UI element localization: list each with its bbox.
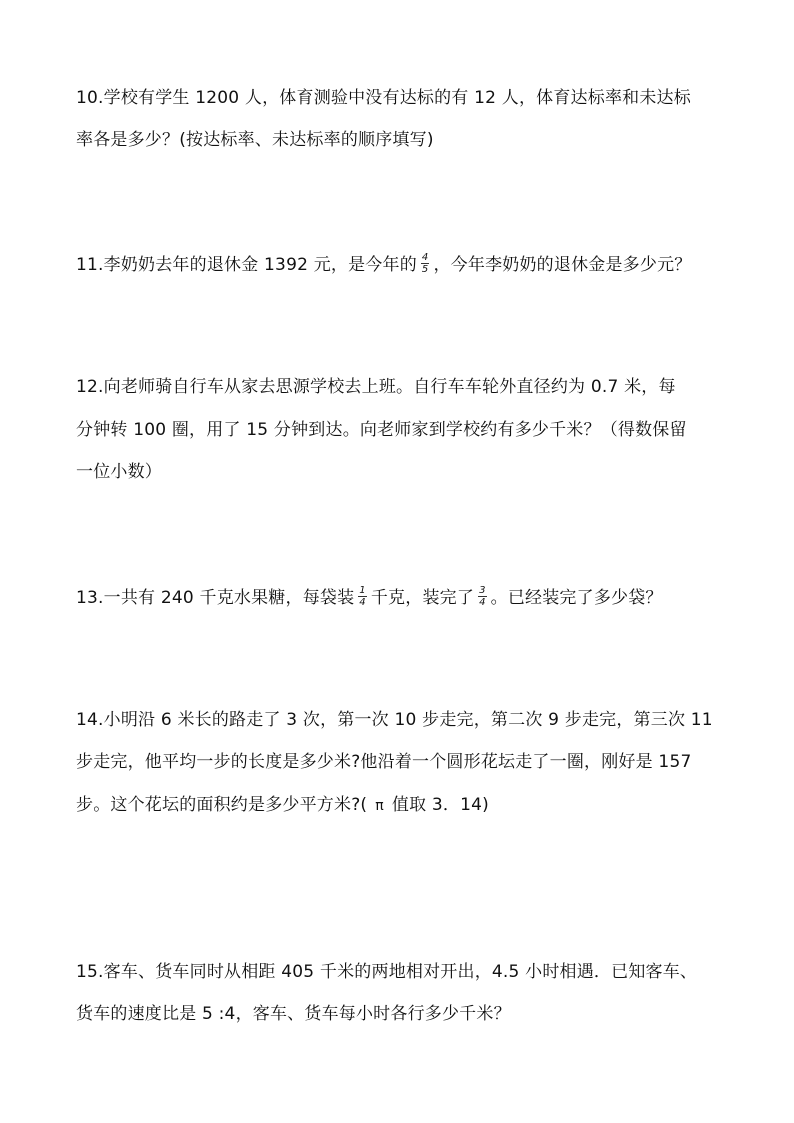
fraction-three-quarters: $\frac{3}{4}$	[479, 584, 486, 608]
fraction-one-quarter: $\frac{1}{4}$	[359, 584, 366, 608]
question-14-line-3	[76, 793, 489, 818]
question-11-text-b: ，今年李奶奶的退休金是多少元？	[433, 255, 692, 275]
pi-symbol: π	[375, 798, 384, 814]
question-15-line-1: 15.客车、货车同时从相距 405 千米的两地相对开出，4.5 小时相遇．已知客车、	[76, 962, 698, 982]
question-12-line-2: 分钟转 100 圈，用了 15 分钟到达。向老师家到学校约有多少千米？（得数保留	[76, 420, 687, 440]
question-10-line-1: 10.学校有学生 1200 人，体育测验中没有达标的有 12 人，体育达标率和未达标	[76, 88, 691, 108]
question-15-line-2: 货车的速度比是 5 :4，客车、货车每小时各行多少千米？	[76, 1004, 511, 1024]
question-11-text-a: 11.李奶奶去年的退休金 1392 元，是今年的	[76, 255, 417, 275]
question-14-text-a: 步。这个花坛的面积约是多少平方米?(	[76, 795, 368, 815]
question-12-line-1: 12.向老师骑自行车从家去思源学校去上班。自行车车轮外直径约为 0.7 米，每	[76, 377, 676, 397]
question-12-line-3: 一位小数）	[76, 462, 162, 482]
fraction-four-fifths: $\frac{4}{5}$	[421, 251, 429, 275]
question-13-text-c: 。已经装完了多少袋？	[490, 588, 663, 608]
question-13-text-a: 13.一共有 240 千克水果糖，每袋装	[76, 588, 355, 608]
question-14-line-2: 步走完，他平均一步的长度是多少米?他沿着一个圆形花坛走了一圈，刚好是 157	[76, 752, 692, 772]
question-13	[76, 586, 663, 610]
question-13-text-b: 千克，装完了	[370, 588, 475, 608]
question-10-line-2: 率各是多少？(按达标率、未达标率的顺序填写)	[76, 130, 434, 150]
question-14-line-1: 14.小明沿 6 米长的路走了 3 次，第一次 10 步走完，第二次 9 步走完，第三次 11	[76, 710, 713, 730]
question-11	[76, 253, 691, 277]
question-14-text-b: 值取 3．14)	[391, 795, 489, 815]
